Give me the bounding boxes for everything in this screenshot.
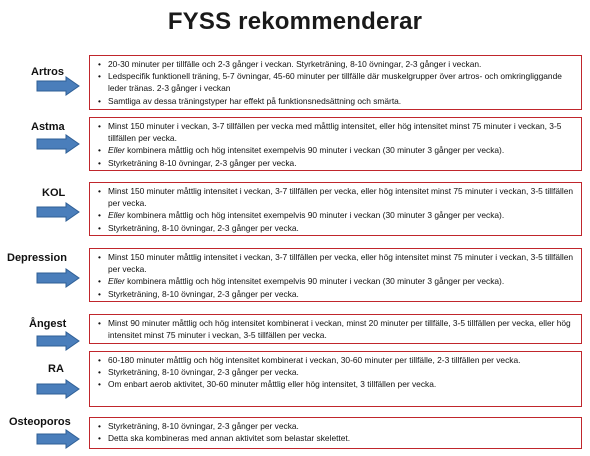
item-text: Minst 150 minuter måttlig intensitet i veckan, 3-7 tillfällen per vecka, eller hög intensitet minst 75 minuter i veckan, 3-5 tillfällen per vecka.: [108, 252, 574, 275]
item-text: 60-180 minuter måttlig och hög intensitet kombinerat i veckan, 30-60 minuter per tillfälle, 2-3 tillfällen per vecka.: [108, 355, 521, 365]
recommendation-box: [89, 182, 582, 236]
item-text: Minst 150 minuter i veckan, 3-7 tillfällen per vecka med måttlig intensitet, eller hög intensitet minst 75 minuter i veckan, 3-5 tillfällen per vecka.: [108, 121, 562, 144]
recommendation-box: [89, 117, 582, 171]
item-lead-word: Eller: [108, 145, 125, 156]
item-text: Styrketräning, 8-10 övningar, 2-3 gånger per vecka.: [108, 222, 299, 233]
recommendation-box: [89, 417, 582, 449]
recommendation-items: [96, 317, 575, 341]
item-text: Styrketräning, 8-10 övningar, 2-3 gånger per vecka.: [108, 288, 299, 299]
recommendation-box: [89, 55, 582, 110]
right-arrow-icon: [36, 76, 80, 96]
section-label: Astma: [31, 121, 65, 133]
recommendation-item: [108, 317, 575, 341]
recommendation-item: [108, 120, 575, 144]
right-arrow-icon: [36, 134, 80, 154]
section-label: KOL: [42, 187, 66, 199]
section-label: Osteoporos: [9, 416, 71, 428]
item-text: Styrketräning, 8-10 övningar, 2-3 gånger per vecka.: [108, 367, 299, 378]
section-label: Ångest: [29, 318, 67, 330]
recommendation-item: [108, 209, 575, 221]
item-text: Detta ska kombineras med annan aktivitet som belastar skelettet.: [108, 433, 351, 444]
recommendation-box: [89, 351, 582, 407]
recommendation-items: [96, 251, 575, 300]
right-arrow-icon: [36, 379, 80, 399]
item-text: Minst 150 minuter måttlig intensitet i veckan, 3-7 tillfällen per vecka, eller hög intensitet minst 75 minuter i veckan, 3-5 tillfällen per vecka.: [108, 186, 574, 209]
recommendation-item: [108, 70, 575, 94]
item-text: Ledspecifik funktionell träning, 5-7 övningar, 45-60 minuter per tillfälle där muskelgrupper över artros- och omkringliggande leder tränas. 2-3 gånger i veckan: [108, 71, 562, 94]
recommendation-item: [108, 432, 575, 444]
recommendation-item: [108, 275, 575, 287]
recommendation-item: [108, 95, 575, 107]
recommendation-items: [96, 185, 575, 234]
recommendation-items: [96, 120, 575, 169]
item-text: Minst 90 minuter måttlig och hög intensitet kombinerat i veckan, minst 20 minuter per tillfälle, 3-5 tillfällen per vecka, eller hög intensitet minst 75 minuter i veckan, 3-5 tillfällen per vecka.: [108, 318, 571, 341]
item-text: kombinera måttlig och hög intensitet exempelvis 90 minuter i veckan (30 minuter 3 gånger per vecka).: [124, 276, 505, 287]
right-arrow-icon: [36, 429, 80, 449]
section-label: Depression: [7, 252, 67, 264]
recommendation-item: [108, 354, 575, 366]
item-text: kombinera måttlig och hög intensitet exempelvis 90 minuter i veckan (30 minuter 3 gånger per vecka).: [124, 210, 505, 221]
recommendation-box: [89, 314, 582, 344]
recommendation-item: [108, 185, 575, 209]
item-text: Styrketräning, 8-10 övningar, 2-3 gånger per vecka.: [108, 421, 299, 431]
recommendation-items: [96, 354, 575, 391]
item-text: kombinera måttlig och hög intensitet exempelvis 90 minuter i veckan (30 minuter 3 gånger per vecka).: [124, 145, 505, 156]
recommendation-item: [108, 222, 575, 234]
recommendation-items: [96, 58, 575, 107]
section-label: RA: [48, 363, 64, 375]
recommendation-item: [108, 288, 575, 300]
right-arrow-icon: [36, 331, 80, 351]
item-text: 20-30 minuter per tillfälle och 2-3 gånger i veckan. Styrketräning, 8-10 övningar, 2-3 gånger i veckan.: [108, 59, 482, 69]
recommendation-item: [108, 251, 575, 275]
item-text: Samtliga av dessa träningstyper har effekt på funktionsnedsättning och smärta.: [108, 95, 402, 106]
section-label: Artros: [31, 66, 65, 78]
recommendation-item: [108, 366, 575, 378]
recommendation-item: [108, 144, 575, 156]
item-text: Om enbart aerob aktivitet, 30-60 minuter måttlig eller hög intensitet, 3 tillfällen per vecka.: [108, 379, 437, 390]
recommendation-item: [108, 58, 575, 70]
item-lead-word: Eller: [108, 210, 125, 221]
recommendation-items: [96, 420, 575, 444]
item-text: Styrketräning 8-10 övningar, 2-3 gånger per vecka.: [108, 157, 297, 168]
recommendation-item: [108, 420, 575, 432]
right-arrow-icon: [36, 202, 80, 222]
right-arrow-icon: [36, 268, 80, 288]
page-title: FYSS rekommenderar: [167, 8, 423, 35]
item-lead-word: Eller: [108, 276, 125, 287]
recommendation-item: [108, 157, 575, 169]
recommendation-item: [108, 378, 575, 390]
recommendation-box: [89, 248, 582, 302]
